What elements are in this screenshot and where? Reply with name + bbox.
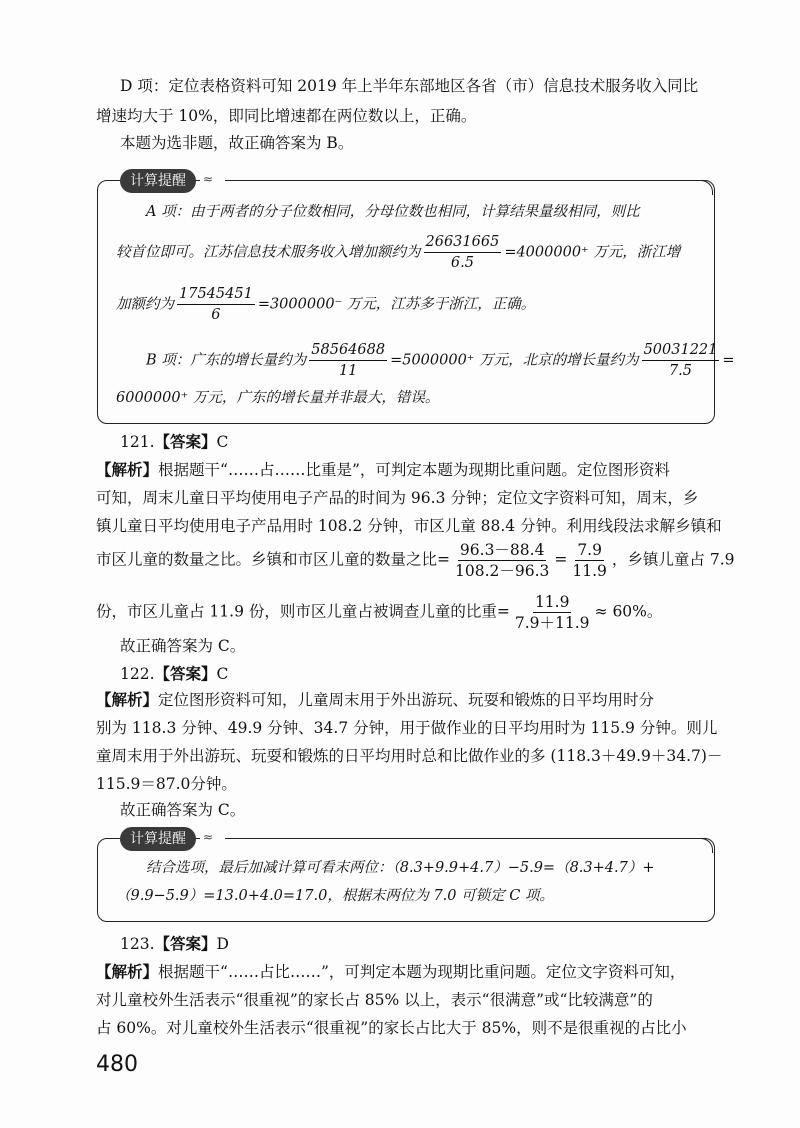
- sparkle-icon: ≈: [203, 830, 214, 844]
- tip1-a-line3: 加额约为 $\frac{17545451}{6}$ =3000000⁻ 万元，江苏多于浙江，正确。: [116, 286, 536, 323]
- para-d-conclusion: 本题为选非题，故正确答案为 B。: [120, 134, 354, 152]
- q123-header: 123.【答案】D: [120, 934, 229, 953]
- q121-line5: 份，市区儿童占 11.9 份，则市区儿童占被调查儿童的比重= $\frac{11.9}{7.9+11.9}$ ≈ 60%。: [96, 593, 663, 632]
- q121-line4: 市区儿童的数量之比。乡镇和市区儿童的数量之比= $\frac{96.3-88.4}{108.2-96.3}$ = $\frac{7.9}{11.9}$ ，乡镇儿童占 7.9: [96, 541, 735, 580]
- fraction: $\frac{96.3-88.4}{108.2-96.3}$: [455, 541, 550, 580]
- page-number: 480: [96, 1052, 138, 1077]
- tip1-b-line2: 6000000⁺ 万元，广东的增长量并非最大，错误。: [116, 390, 440, 406]
- q122-line2: 别为 118.3 分钟、49.9 分钟、34.7 分钟，用于做作业的日平均用时为 115.9 分钟。则儿: [96, 719, 718, 737]
- tip1-a-line2: 较首位即可。江苏信息技术服务收入增加额约为 $\frac{26631665}{6.5}$ =4000000⁺ 万元，浙江增: [116, 234, 681, 271]
- q121-line3: 镇儿童日平均使用电子产品用时 108.2 分钟，市区儿童 88.4 分钟。利用线段法求解乡镇和: [96, 517, 722, 535]
- para-d-line2: 增速均大于 10%，即同比增速都在两位数以上，正确。: [96, 107, 477, 125]
- q121-conclusion: 故正确答案为 C。: [120, 637, 246, 655]
- para-d-line1: D 项：定位表格资料可知 2019 年上半年东部地区各省（市）信息技术服务收入同比: [120, 77, 699, 95]
- q122-conclusion: 故正确答案为 C。: [120, 801, 246, 819]
- calc-tip-badge-1: 计算提醒: [120, 169, 196, 193]
- badge-rule: [225, 838, 700, 839]
- tip1-a-line1: A 项：由于两者的分子位数相同，分母位数也相同，计算结果量级相同，则比: [146, 204, 640, 220]
- q122-line4: 115.9＝87.0分钟。: [96, 775, 237, 793]
- q123-line1: 【解析】根据题干“……占比……”，可判定本题为现期比重问题。定位文字资料可知，: [96, 962, 686, 981]
- tip2-line2: （9.9−5.9）=13.0+4.0=17.0，根据末两位为 7.0 可锁定 C 项。: [116, 888, 554, 904]
- q122-line3: 童周末用于外出游玩、玩耍和锻炼的日平均用时总和比做作业的多 (118.3＋49.9＋34.7)－: [96, 747, 723, 765]
- fraction: $\frac{11.9}{7.9+11.9}$: [514, 593, 590, 632]
- q123-line2: 对儿童校外生活表示“很重视”的家长占 85% 以上，表示“很满意”或“比较满意”的: [96, 991, 653, 1009]
- q121-line2: 可知，周末儿童日平均使用电子产品的时间为 96.3 分钟；定位文字资料可知，周末，乡: [96, 489, 699, 507]
- q121-line1: 【解析】根据题干“……占……比重是”，可判定本题为现期比重问题。定位图形资料: [96, 460, 670, 479]
- fraction: $\frac{7.9}{11.9}$: [572, 541, 607, 580]
- fraction: $\frac{26631665}{6.5}$: [425, 234, 500, 271]
- q122-header: 122.【答案】C: [120, 664, 229, 683]
- q122-line1: 【解析】定位图形资料可知，儿童周末用于外出游玩、玩耍和锻炼的日平均用时分: [96, 690, 655, 709]
- tip1-b-line1: B 项：广东的增长量约为 $\frac{58564688}{11}$ =5000000⁺ 万元，北京的增长量约为 $\frac{50031221}{7.5}$ =: [146, 342, 735, 379]
- fraction: $\frac{50031221}{7.5}$: [643, 342, 718, 379]
- badge-rule: [225, 180, 700, 181]
- calc-tip-box-2: [97, 838, 715, 922]
- q123-line3: 占 60%。对儿童校外生活表示“很重视”的家长占比大于 85%，则不是很重视的占比小: [96, 1019, 687, 1037]
- fraction: $\frac{58564688}{11}$: [311, 342, 386, 379]
- sparkle-icon: ≈: [203, 172, 214, 186]
- calc-tip-badge-2: 计算提醒: [120, 827, 196, 851]
- tip2-line1: 结合选项，最后加减计算可看末两位：（8.3+9.9+4.7）−5.9=（8.3+4.7）+: [146, 860, 655, 876]
- fraction: $\frac{17545451}{6}$: [179, 286, 253, 323]
- q121-header: 121.【答案】C: [120, 432, 229, 451]
